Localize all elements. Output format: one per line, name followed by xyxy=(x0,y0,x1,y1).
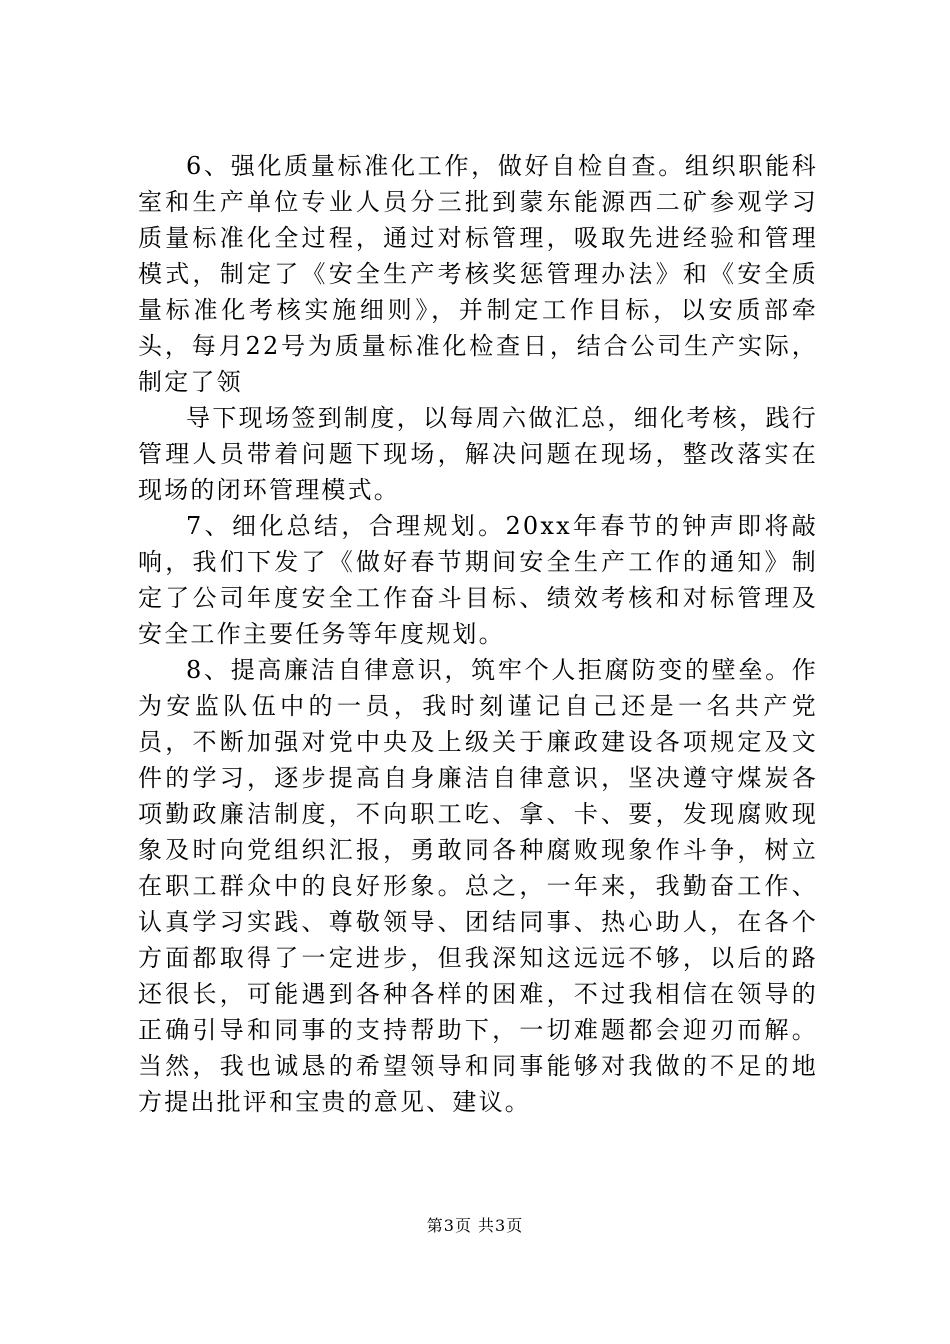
paragraph-6-continued: 导下现场签到制度，以每周六做汇总，细化考核，践行管理人员带着问题下现场，解决问题在现场，整改落实在现场的闭环管理模式。 xyxy=(138,404,818,504)
paragraph-7: 7、细化总结，合理规划。20xx年春节的钟声即将敲响，我们下发了《做好春节期间安全生产工作的通知》制定了公司年度安全工作奋斗目标、绩效考核和对标管理及安全工作主要任务等年度规划。 xyxy=(138,512,818,648)
paragraph-8: 8、提高廉洁自律意识，筑牢个人拒腐防变的壁垒。作为安监队伍中的一员，我时刻谨记自己还是一名共产党员，不断加强对党中央及上级关于廉政建设各项规定及文件的学习，逐步提高自身廉洁自律意识，坚决遵守煤炭各项勤政廉洁制度，不向职工吃、拿、卡、要，发现腐败现象及时向党组织汇报，勇敢同各种腐败现象作斗争，树立在职工群众中的良好形象。总之，一年来，我勤奋工作、认真学习实践、尊敬领导、团结同事、热心助人，在各个方面都取得了一定进步，但我深知这远远不够，以后的路还很长，可能遇到各种各样的困难，不过我相信在领导的正确引导和同事的支持帮助下，一切难题都会迎刃而解。当然，我也诚恳的希望领导和同事能够对我做的不足的地方提出批评和宝贵的意见、建议。 xyxy=(138,656,818,1116)
page-number-footer: 第3页 共3页 xyxy=(426,1216,524,1235)
paragraph-6: 6、强化质量标准化工作，做好自检自查。组织职能科室和生产单位专业人员分三批到蒙东能源西二矿参观学习质量标准化全过程，通过对标管理，吸取先进经验和管理模式，制定了《安全生产考核奖惩管理办法》和《安全质量标准化考核实施细则》，并制定工作目标，以安质部牵头，每月22号为质量标准化检查日，结合公司生产实际，制定了领 xyxy=(138,152,818,396)
document-body xyxy=(138,148,818,1120)
